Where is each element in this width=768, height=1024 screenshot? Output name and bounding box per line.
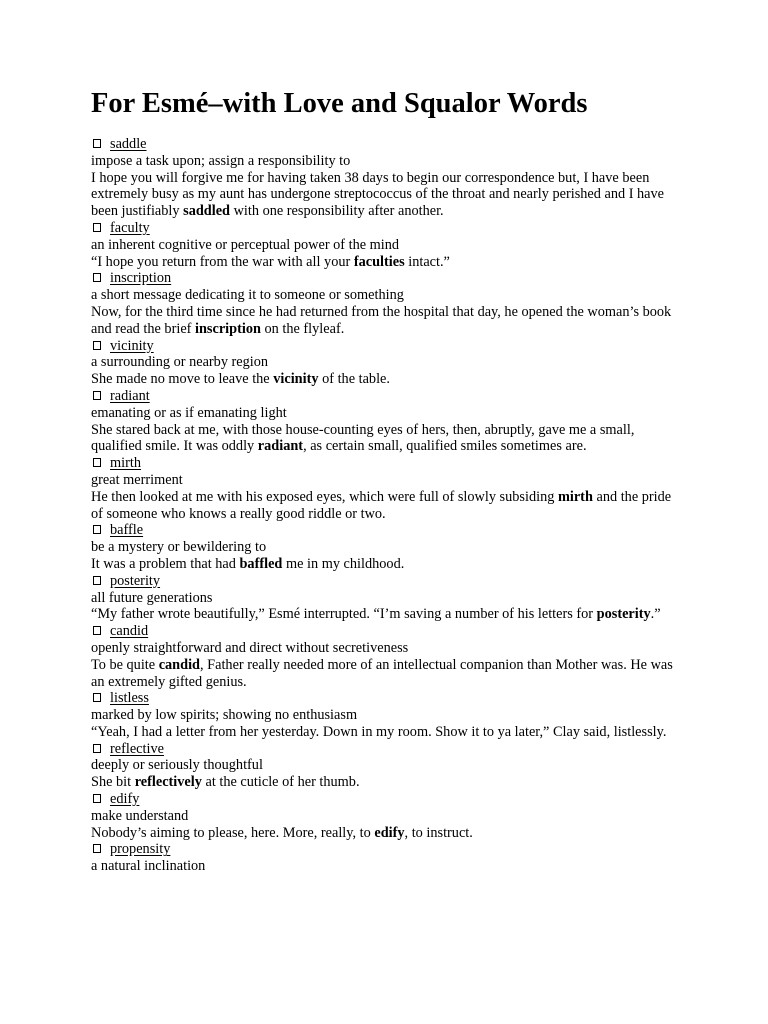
vocab-entry [91, 270, 681, 337]
vocab-entry [91, 791, 681, 841]
vocab-example-sentence [91, 170, 681, 220]
vocab-example-sentence [91, 825, 681, 842]
vocab-word: reflective [110, 740, 164, 757]
vocab-definition: impose a task upon; assign a responsibility to [91, 152, 351, 169]
vocab-word: propensity [110, 841, 171, 858]
checkbox-icon [93, 576, 101, 585]
example-highlighted-word: edify [374, 824, 405, 841]
example-text: intact.” [404, 253, 450, 270]
vocab-definition: a surrounding or nearby region [91, 354, 269, 371]
checkbox-icon [93, 525, 101, 534]
vocab-example-sentence [91, 556, 681, 573]
vocab-entry [91, 623, 681, 690]
example-text: She bit [91, 774, 135, 791]
example-text: , Father really needed more of an intellectual companion than Mother was. He was an extremely gifted genius. [91, 656, 673, 690]
vocab-definition: deeply or seriously thoughtful [91, 757, 263, 774]
checkbox-icon [93, 458, 101, 467]
example-text: She stared back at me, with those house-counting eyes of hers, then, abruptly, gave me a small, qualified smile. It was oddly [91, 421, 635, 455]
vocab-word-line [91, 388, 681, 405]
vocab-example-sentence [91, 254, 681, 271]
example-text: at the cuticle of her thumb. [201, 774, 360, 791]
example-text: , as certain small, qualified smiles sometimes are. [303, 438, 587, 455]
vocab-definition: great merriment [91, 471, 183, 488]
example-highlighted-word: vicinity [273, 371, 319, 388]
vocab-example-sentence [91, 304, 681, 338]
example-text: on the flyleaf. [260, 320, 345, 337]
vocab-word-line [91, 841, 681, 858]
example-highlighted-word: mirth [557, 488, 593, 505]
page-title: For Esmé–with Love and Squalor Words [91, 88, 588, 119]
checkbox-icon [93, 744, 101, 753]
example-highlighted-word: reflectively [134, 774, 202, 791]
vocab-word: posterity [110, 572, 161, 589]
example-text: and the pride of someone who knows a really good riddle or two. [91, 488, 672, 522]
example-text: Nobody’s aiming to please, here. More, really, to [91, 824, 375, 841]
vocab-example-sentence [91, 422, 681, 456]
vocab-word: edify [110, 791, 140, 808]
example-text: .” [650, 606, 661, 623]
vocab-definition: emanating or as if emanating light [91, 404, 287, 421]
example-text: “My father wrote beautifully,” Esmé interrupted. “I’m saving a number of his letters for [91, 606, 597, 623]
example-text: I hope you will forgive me for having taken 38 days to begin our correspondence but, I have been extremely busy as my aunt has undergone streptococcus of the throat and nearly perished and I have been justifiably [91, 169, 665, 220]
document-page [91, 84, 681, 875]
vocab-word: faculty [110, 219, 150, 236]
example-highlighted-word: faculties [353, 253, 405, 270]
checkbox-icon [93, 794, 101, 803]
example-text: me in my childhood. [282, 555, 405, 572]
checkbox-icon [93, 693, 101, 702]
vocab-entry [91, 455, 681, 522]
example-highlighted-word: candid [158, 656, 201, 673]
vocab-entry [91, 522, 681, 572]
vocab-entry [91, 388, 681, 455]
vocab-word-line [91, 455, 681, 472]
checkbox-icon [93, 626, 101, 635]
example-highlighted-word: radiant [257, 438, 304, 455]
example-text: of the table. [318, 371, 390, 388]
vocab-entry [91, 690, 681, 740]
vocab-definition: a natural inclination [91, 858, 206, 875]
vocab-word: saddle [110, 136, 147, 152]
checkbox-icon [93, 139, 101, 148]
vocab-word-line [91, 623, 681, 640]
example-text: “I hope you return from the war with all your [91, 253, 354, 270]
vocab-word: mirth [110, 455, 141, 472]
vocab-definition: openly straightforward and direct without secretiveness [91, 639, 409, 656]
vocab-word-line [91, 338, 681, 355]
vocab-word: vicinity [110, 337, 154, 354]
vocab-word-line [91, 573, 681, 590]
example-text: “Yeah, I had a letter from her yesterday. Down in my room. Show it to ya later,” Clay said, listlessly. [91, 723, 667, 740]
vocab-word-line [91, 270, 681, 287]
vocab-entry [91, 741, 681, 791]
vocab-word-line [91, 522, 681, 539]
vocab-word: candid [110, 623, 149, 640]
example-text: Now, for the third time since he had returned from the hospital that day, he opened the woman’s book and read the brief [91, 303, 672, 337]
checkbox-icon [93, 391, 101, 400]
vocab-example-sentence [91, 657, 681, 691]
vocab-definition: all future generations [91, 589, 213, 606]
vocab-entry [91, 220, 681, 270]
checkbox-icon [93, 341, 101, 350]
checkbox-icon [93, 844, 101, 853]
vocab-example-sentence [91, 489, 681, 523]
vocab-word-line [91, 791, 681, 808]
vocab-entry [91, 136, 681, 220]
example-text: To be quite [91, 656, 159, 673]
vocab-definition: make understand [91, 807, 189, 824]
vocab-example-sentence [91, 606, 681, 623]
vocab-example-sentence [91, 724, 681, 741]
example-highlighted-word: baffled [239, 555, 283, 572]
checkbox-icon [93, 223, 101, 232]
vocab-word: inscription [110, 270, 172, 287]
vocab-entry [91, 573, 681, 623]
checkbox-icon [93, 273, 101, 282]
example-highlighted-word: posterity [596, 606, 651, 623]
vocab-definition: marked by low spirits; showing no enthusiasm [91, 707, 358, 724]
vocab-definition: be a mystery or bewildering to [91, 539, 267, 556]
vocab-word-line [91, 741, 681, 758]
vocab-definition: a short message dedicating it to someone or something [91, 287, 404, 304]
vocab-entry [91, 338, 681, 388]
example-highlighted-word: inscription [195, 320, 261, 337]
vocab-word-line [91, 690, 681, 707]
example-text: She made no move to leave the [91, 371, 274, 388]
vocab-word: baffle [110, 522, 144, 539]
vocab-example-sentence [91, 774, 681, 791]
example-text: He then looked at me with his exposed eyes, which were full of slowly subsiding [91, 488, 558, 505]
example-highlighted-word: saddled [183, 203, 231, 220]
vocab-word-line [91, 220, 681, 237]
vocab-example-sentence [91, 371, 681, 388]
example-text: with one responsibility after another. [230, 203, 444, 220]
example-text: , to instruct. [404, 824, 473, 841]
vocab-word-line [91, 136, 681, 153]
example-text: It was a problem that had [91, 555, 240, 572]
vocabulary-list [91, 136, 681, 875]
vocab-word: radiant [110, 387, 150, 404]
vocab-word: listless [110, 690, 149, 707]
vocab-entry [91, 841, 681, 875]
vocab-definition: an inherent cognitive or perceptual power of the mind [91, 236, 400, 253]
